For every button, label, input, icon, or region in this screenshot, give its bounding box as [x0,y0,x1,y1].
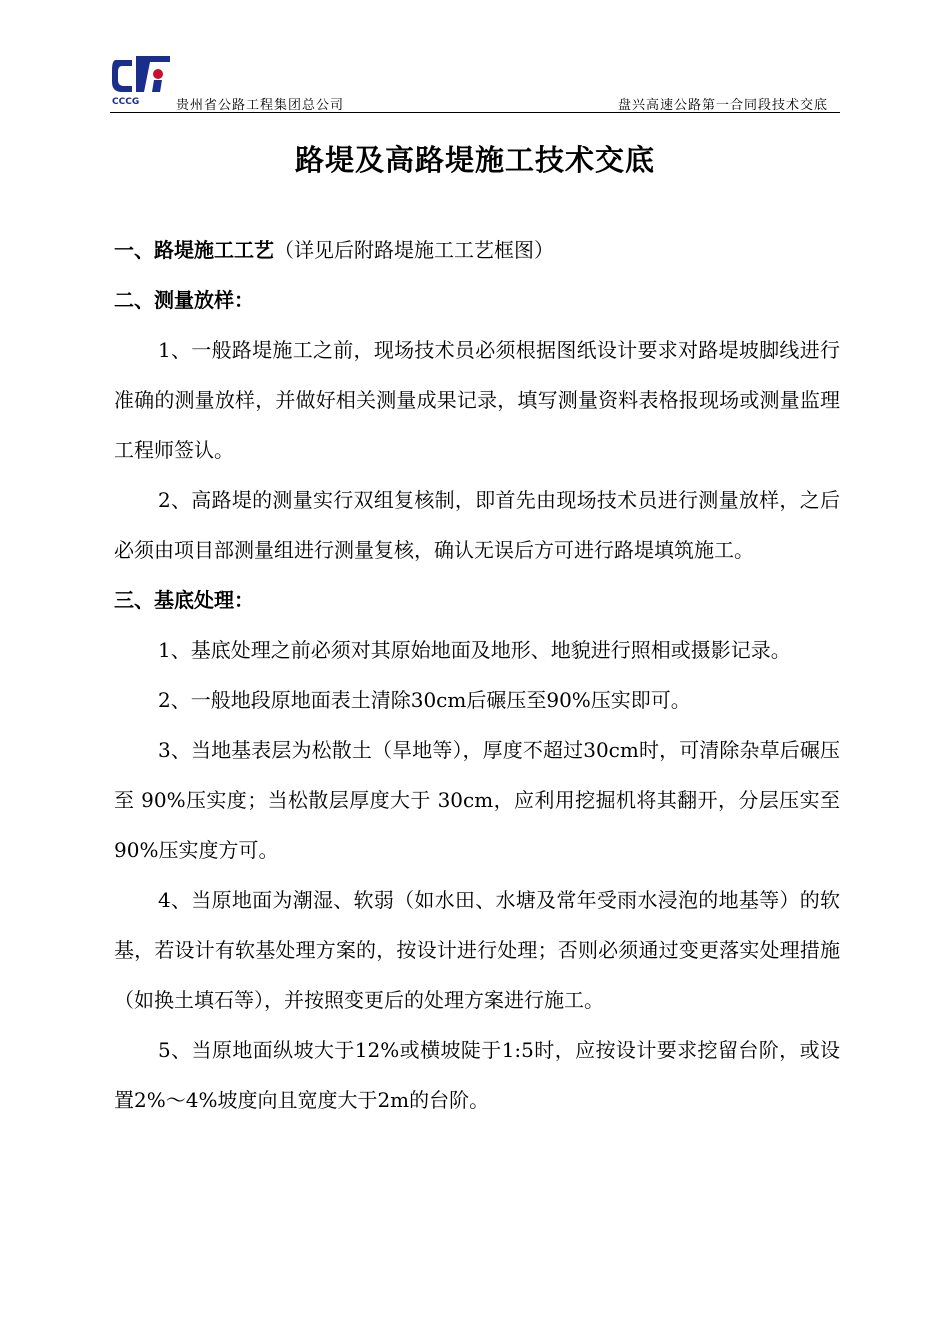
logo-text: CCCG [112,97,140,106]
section-heading [114,225,840,275]
project-name: 盘兴高速公路第一合同段技术交底 [617,98,828,113]
paragraph: 2、一般地段原地面表土清除30cm后碾压至90%压实即可。 [158,688,691,712]
paragraph: 3、当地基表层为松散土（旱地等），厚度不超过30cm时，可清除杂草后碾压至 90%压实度；当松散层厚度大于 30cm，应利用挖掘机将其翻开，分层压实至90%压实度方可。 [114,738,840,862]
section-title: 三、基底处理： [114,588,254,612]
section-title: 一、路堤施工工艺 [114,238,274,262]
paragraph: 2、高路堤的测量实行双组复核制，即首先由现场技术员进行测量放样，之后必须由项目部测量组进行测量复核，确认无误后方可进行路堤填筑施工。 [114,488,840,562]
document-title: 路堤及高路堤施工技术交底 [294,143,655,177]
company-logo-icon [110,50,174,106]
section-title: 二、测量放样： [114,288,254,312]
page-header [110,50,840,114]
section-note: （详见后附路堤施工工艺框图） [274,238,554,262]
section-heading [114,275,840,325]
paragraph: 1、一般路堤施工之前，现场技术员必须根据图纸设计要求对路堤坡脚线进行准确的测量放样，并做好相关测量成果记录，填写测量资料表格报现场或测量监理工程师签认。 [114,338,840,462]
paragraph: 4、当原地面为潮湿、软弱（如水田、水塘及常年受雨水浸泡的地基等）的软基，若设计有软基处理方案的，按设计进行处理；否则必须通过变更落实处理措施（如换土填石等），并按照变更后的处理方案进行施工。 [114,888,840,1012]
document-body [114,225,840,1125]
company-name: 贵州省公路工程集团总公司 [176,98,345,113]
header-rule [110,112,840,113]
paragraph: 5、当原地面纵坡大于12%或横坡陡于1:5时，应按设计要求挖留台阶，或设置2%～4%坡度向且宽度大于2m的台阶。 [114,1038,840,1112]
section-heading [114,575,840,625]
paragraph: 1、基底处理之前必须对其原始地面及地形、地貌进行照相或摄影记录。 [158,638,791,662]
